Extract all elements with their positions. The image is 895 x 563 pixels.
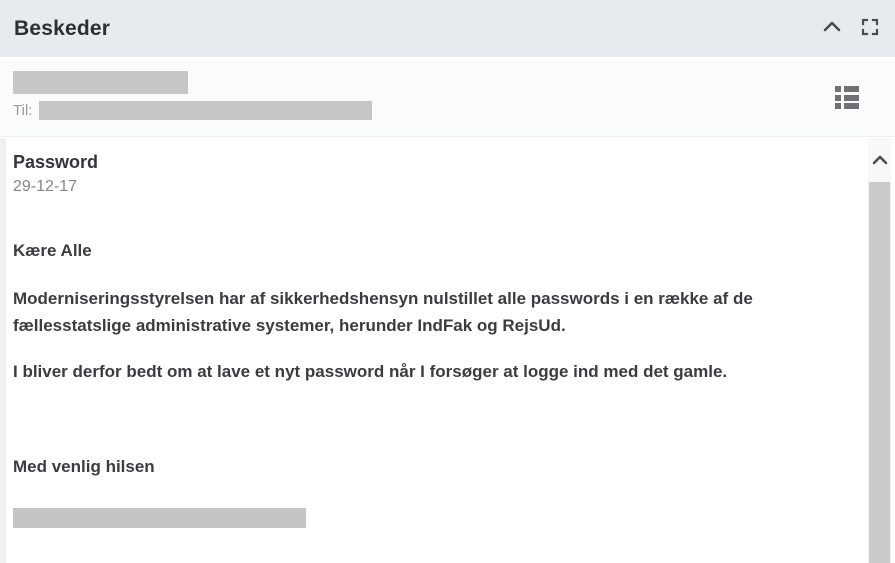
message-body bbox=[6, 138, 868, 563]
list-icon-bullet bbox=[835, 86, 841, 92]
scroll-up-button[interactable] bbox=[868, 138, 891, 182]
meta-actions bbox=[835, 86, 859, 109]
list-icon-bar bbox=[844, 86, 859, 92]
chevron-up-icon bbox=[823, 21, 841, 36]
message-paragraph: I bliver derfor bedt om at lave et nyt password når I forsøger at logge ind med det gamle. bbox=[13, 362, 728, 381]
expand-button[interactable] bbox=[859, 18, 881, 40]
message-meta-bar bbox=[0, 61, 895, 137]
list-icon-bullet bbox=[835, 103, 841, 109]
scrollbar-thumb[interactable] bbox=[869, 182, 890, 563]
list-icon-bar bbox=[844, 103, 859, 109]
collapse-button[interactable] bbox=[821, 18, 843, 40]
scrollbar[interactable] bbox=[868, 138, 891, 563]
list-icon-bar bbox=[844, 95, 859, 101]
list-icon-row bbox=[835, 95, 859, 101]
message-paragraph: Moderniseringsstyrelsen har af sikkerhedshensyn nulstillet alle passwords i en række af de fællesstatslige administrative systemer, herunder IndFak og RejsUd. bbox=[13, 289, 753, 335]
message-greeting: Kære Alle bbox=[13, 241, 92, 260]
expand-icon bbox=[861, 18, 879, 39]
to-row bbox=[13, 101, 881, 120]
message-closing: Med venlig hilsen bbox=[13, 457, 155, 476]
chevron-up-icon bbox=[872, 153, 888, 168]
widget-header bbox=[0, 0, 895, 57]
redacted-sender-name bbox=[13, 71, 188, 94]
to-label: Til: bbox=[13, 102, 33, 119]
list-icon-row bbox=[835, 103, 859, 109]
header-actions bbox=[821, 18, 881, 40]
redacted-signature bbox=[13, 508, 306, 528]
list-icon-bullet bbox=[835, 95, 841, 101]
message-date: 29-12-17 bbox=[13, 178, 78, 195]
widget-title: Beskeder bbox=[14, 16, 111, 40]
message-content-area bbox=[0, 138, 895, 563]
list-icon-row bbox=[835, 86, 859, 92]
list-view-icon[interactable] bbox=[835, 86, 859, 109]
message-subject: Password bbox=[13, 152, 99, 172]
redacted-recipient bbox=[39, 101, 372, 120]
